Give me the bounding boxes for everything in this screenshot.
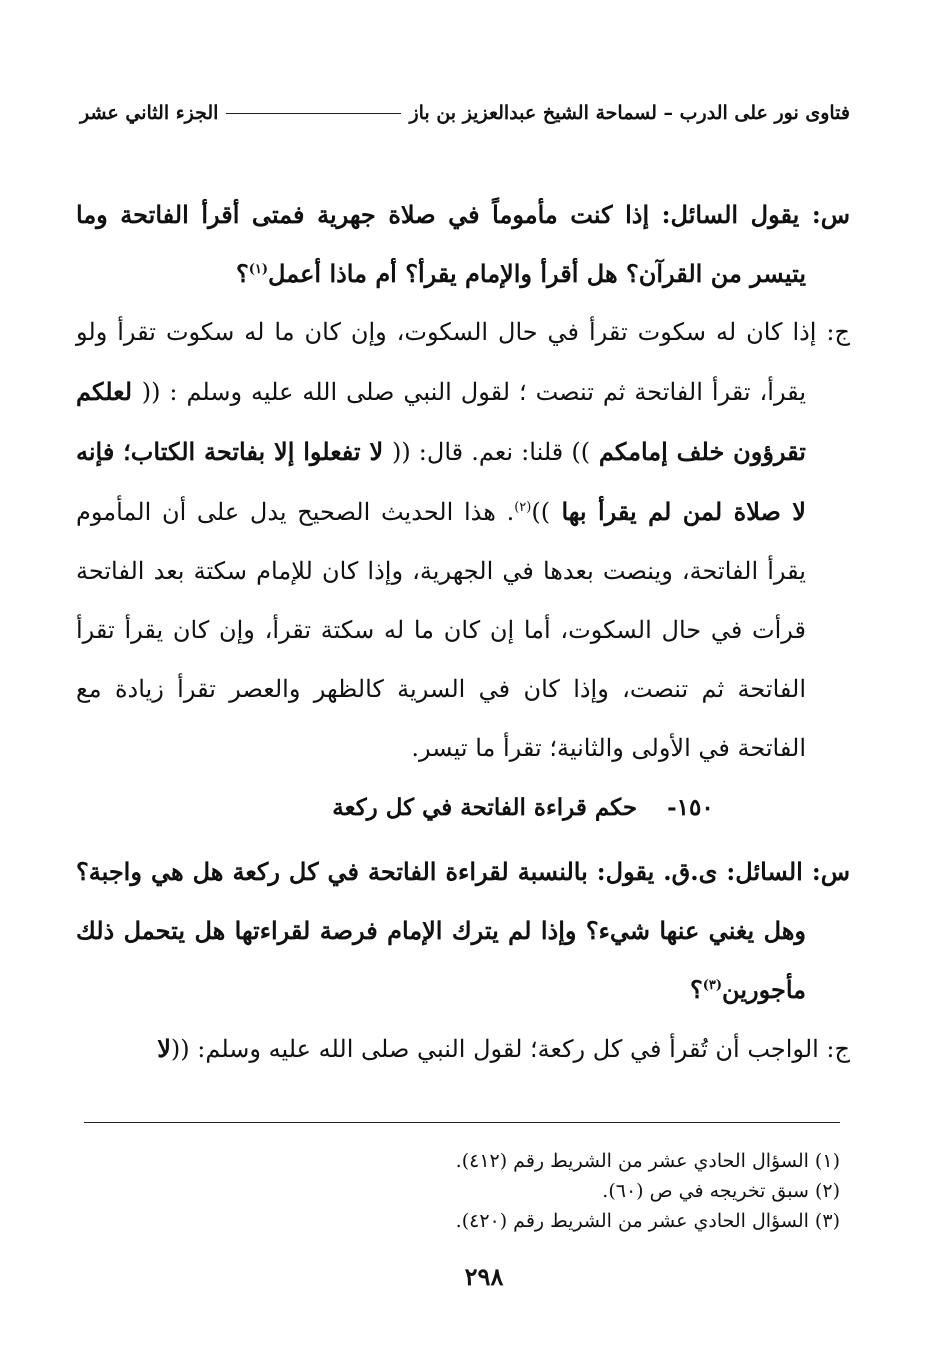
page-content	[76, 185, 850, 1079]
answer-2	[76, 1019, 850, 1079]
hadith-quote-2: لا تفعلوا إلا بفاتحة الكتاب؛ فإنه لا صلاة لمن لم يقرأ بها	[76, 437, 806, 526]
section-heading	[76, 784, 850, 832]
section-title-text: حكم قراءة الفاتحة في كل ركعة	[332, 794, 638, 821]
question-2	[76, 842, 850, 1019]
section-number: ١٥٠-	[667, 794, 714, 821]
question-2-end: ؟	[690, 975, 703, 1004]
answer-1	[76, 303, 850, 778]
question-1-text: س: يقول السائل: إذا كنت مأموماً في صلاة جهرية فمتى أقرأ الفاتحة وما يتيسر من القرآن؟ هل أقرأ والإمام يقرأ؟ أم ماذا أعمل	[76, 200, 850, 288]
footnote-ref-1: (١)	[248, 262, 269, 277]
answer-1-part4: . هذا الحديث الصحيح يدل على أن المأموم يقرأ الفاتحة، وينصت بعدها في الجهرية، وإذا كان للإمام سكتة بعد الفاتحة قرأت في حال السكوت، أما إن كان ما له سكتة تقرأ، وإن كان يقرأ تقرأ الفاتحة ثم تنصت، وإذا كان في السرية كالظهر والعصر تقرأ زيادة مع الفاتحة في الأولى والثانية؛ تقرأ ما تيسر.	[76, 498, 807, 762]
footnote-ref-3: (٣)	[702, 978, 723, 993]
question-1	[76, 185, 850, 303]
part-label: الجزء الثاني عشر	[80, 102, 219, 124]
footnote-separator	[84, 1122, 840, 1123]
answer-1-part2: )) قلنا: نعم. قال: ((	[391, 438, 591, 466]
hadith-quote-1: لعلكم تقرؤون خلف إمامكم	[76, 377, 806, 466]
footnote-1: (١) السؤال الحادي عشر من الشريط رقم (٤١٢).	[455, 1150, 840, 1172]
question-1-end: ؟	[236, 259, 249, 288]
answer-1-part3: ))	[531, 498, 551, 526]
footnote-2: (٢) سبق تخريجه في ص (٦٠).	[602, 1180, 840, 1202]
answer-2-text: ج: الواجب أن تُقرأ في كل ركعة؛ لقول النبي صلى الله عليه وسلم: ((	[170, 1035, 850, 1063]
answer-1-part1: ج: إذا كان له سكوت تقرأ في حال السكوت، وإن كان ما له سكوت تقرأ ولو يقرأ، تقرأ الفاتحة ثم تنصت ؛ لقول النبي صلى الله عليه وسلم : ((	[76, 318, 850, 406]
page-number: ٢٩٨	[464, 1262, 504, 1291]
header-rule	[226, 113, 401, 114]
footnote-ref-2: (٢)	[514, 500, 532, 515]
footnotes	[80, 1146, 840, 1236]
question-2-text: س: السائل: ى.ق. يقول: بالنسبة لقراءة الفاتحة في كل ركعة هل هي واجبة؟ وهل يغني عنها شيء؟ وإذا لم يترك الإمام فرصة لقراءتها هل يتحمل ذلك مأجورين	[76, 857, 850, 1004]
book-title: فتاوى نور على الدرب – لسماحة الشيخ عبدالعزيز بن باز	[409, 102, 850, 124]
running-header	[80, 98, 850, 128]
footnote-3: (٣) السؤال الحادي عشر من الشريط رقم (٤٢٠).	[455, 1210, 840, 1232]
answer-2-hadith-start: لا	[157, 1034, 171, 1063]
